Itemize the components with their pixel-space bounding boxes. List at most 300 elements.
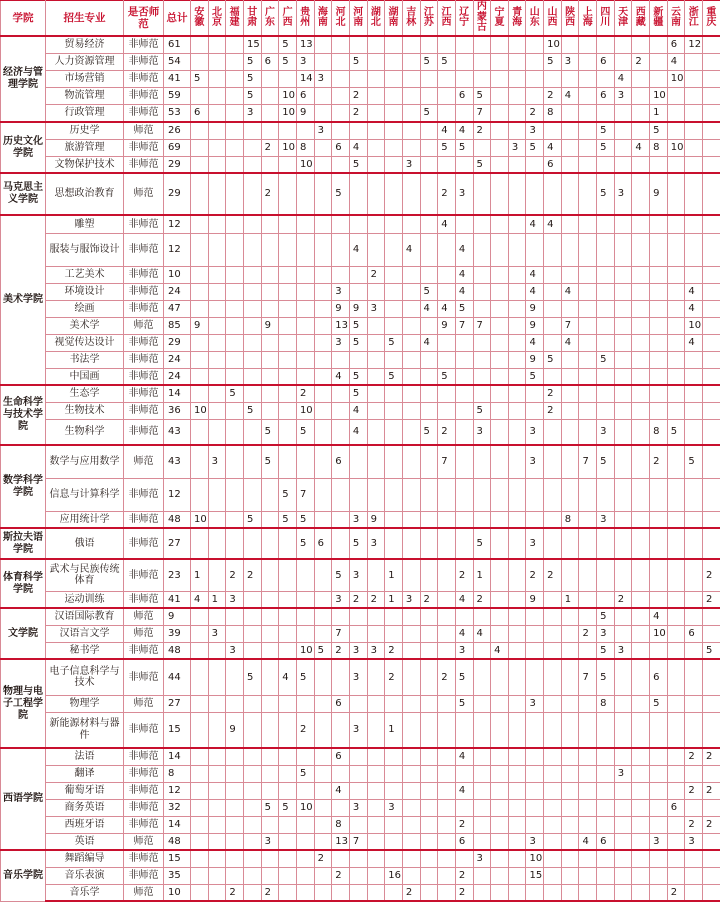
quota-cell: 3 <box>526 445 544 478</box>
quota-cell <box>243 850 261 867</box>
quota-cell <box>332 385 350 402</box>
quota-cell <box>420 850 438 867</box>
quota-cell <box>632 867 650 884</box>
quota-cell <box>703 266 720 283</box>
quota-cell <box>367 625 385 642</box>
quota-cell <box>208 156 226 173</box>
quota-cell <box>279 266 297 283</box>
quota-cell <box>614 748 632 765</box>
quota-cell: 3 <box>349 712 367 748</box>
quota-cell <box>579 87 597 104</box>
quota-cell: 5 <box>473 156 491 173</box>
quota-cell <box>561 36 579 53</box>
quota-cell <box>349 884 367 901</box>
quota-cell <box>261 104 279 122</box>
quota-cell <box>420 748 438 765</box>
quota-cell: 4 <box>561 334 579 351</box>
quota-cell <box>191 36 209 53</box>
quota-cell <box>561 833 579 850</box>
quota-cell <box>279 402 297 419</box>
table-header <box>1 1 720 37</box>
quota-cell <box>579 748 597 765</box>
quota-cell <box>561 867 579 884</box>
quota-cell <box>367 70 385 87</box>
quota-cell <box>191 659 209 695</box>
quota-cell <box>296 782 314 799</box>
quota-cell <box>650 559 668 591</box>
quota-cell <box>526 659 544 695</box>
quota-cell: 4 <box>349 419 367 445</box>
quota-cell <box>332 233 350 266</box>
normal-type: 非师范 <box>124 139 164 156</box>
quota-cell <box>632 300 650 317</box>
quota-cell: 3 <box>614 87 632 104</box>
quota-cell <box>544 608 562 625</box>
quota-cell: 5 <box>597 351 615 368</box>
quota-cell <box>349 351 367 368</box>
quota-cell <box>279 608 297 625</box>
quota-cell: 5 <box>332 559 350 591</box>
header-total: 总计 <box>164 1 191 37</box>
college-name: 文学院 <box>1 608 46 659</box>
major-name: 生态学 <box>46 385 124 402</box>
quota-cell <box>420 122 438 139</box>
quota-cell <box>579 317 597 334</box>
quota-cell <box>473 712 491 748</box>
quota-cell <box>332 53 350 70</box>
quota-cell <box>191 368 209 385</box>
quota-cell: 10 <box>191 402 209 419</box>
quota-cell <box>261 659 279 695</box>
quota-cell: 4 <box>561 87 579 104</box>
quota-cell <box>526 36 544 53</box>
quota-cell <box>191 867 209 884</box>
normal-type: 非师范 <box>124 799 164 816</box>
quota-cell <box>314 419 332 445</box>
quota-cell <box>208 122 226 139</box>
quota-cell <box>385 300 403 317</box>
quota-cell <box>279 816 297 833</box>
quota-cell <box>685 368 703 385</box>
quota-cell <box>491 695 509 712</box>
quota-cell: 2 <box>703 559 720 591</box>
major-name: 服装与服饰设计 <box>46 233 124 266</box>
quota-cell <box>650 511 668 528</box>
quota-cell <box>632 884 650 901</box>
quota-cell <box>296 368 314 385</box>
quota-cell <box>632 419 650 445</box>
total-count: 10 <box>164 884 191 901</box>
normal-type: 非师范 <box>124 351 164 368</box>
quota-cell: 2 <box>455 559 473 591</box>
quota-cell: 5 <box>243 511 261 528</box>
quota-cell: 6 <box>314 528 332 559</box>
quota-cell <box>685 139 703 156</box>
quota-cell <box>579 402 597 419</box>
total-count: 14 <box>164 385 191 402</box>
normal-type: 师范 <box>124 625 164 642</box>
quota-cell <box>703 139 720 156</box>
quota-cell: 3 <box>332 334 350 351</box>
quota-cell: 5 <box>420 419 438 445</box>
quota-cell <box>544 799 562 816</box>
quota-cell: 3 <box>526 833 544 850</box>
quota-cell: 4 <box>438 300 456 317</box>
quota-cell: 2 <box>261 139 279 156</box>
quota-cell: 4 <box>667 53 685 70</box>
quota-cell <box>438 266 456 283</box>
quota-cell <box>455 608 473 625</box>
quota-cell <box>597 233 615 266</box>
quota-cell: 8 <box>544 104 562 122</box>
quota-cell: 6 <box>597 87 615 104</box>
quota-cell: 3 <box>526 528 544 559</box>
quota-cell <box>402 385 420 402</box>
quota-cell <box>473 445 491 478</box>
major-name: 新能源材料与器件 <box>46 712 124 748</box>
quota-cell <box>508 402 526 419</box>
major-name: 思想政治教育 <box>46 173 124 215</box>
quota-cell <box>314 300 332 317</box>
total-count: 43 <box>164 419 191 445</box>
quota-cell <box>491 712 509 748</box>
quota-cell: 2 <box>367 591 385 608</box>
quota-cell: 6 <box>650 659 668 695</box>
quota-cell <box>296 608 314 625</box>
quota-cell <box>420 173 438 215</box>
quota-cell <box>650 36 668 53</box>
quota-cell <box>208 36 226 53</box>
quota-cell: 5 <box>279 53 297 70</box>
total-count: 9 <box>164 608 191 625</box>
quota-cell <box>685 511 703 528</box>
quota-cell <box>402 765 420 782</box>
quota-cell: 2 <box>685 816 703 833</box>
quota-cell: 2 <box>243 559 261 591</box>
table-row <box>1 799 720 816</box>
quota-cell <box>597 156 615 173</box>
quota-cell: 4 <box>420 334 438 351</box>
quota-cell <box>632 625 650 642</box>
quota-cell <box>261 385 279 402</box>
quota-cell <box>420 528 438 559</box>
quota-cell <box>385 695 403 712</box>
quota-cell <box>579 385 597 402</box>
quota-cell <box>332 850 350 867</box>
quota-cell <box>243 156 261 173</box>
quota-cell <box>332 712 350 748</box>
quota-cell <box>579 850 597 867</box>
quota-cell <box>420 70 438 87</box>
quota-cell <box>703 765 720 782</box>
quota-cell <box>208 659 226 695</box>
quota-cell <box>296 816 314 833</box>
normal-type: 非师范 <box>124 334 164 351</box>
quota-cell <box>367 122 385 139</box>
quota-cell: 15 <box>526 867 544 884</box>
normal-type: 师范 <box>124 122 164 139</box>
quota-cell <box>455 528 473 559</box>
quota-cell <box>561 478 579 511</box>
quota-cell <box>473 833 491 850</box>
province-header: 广东 <box>261 1 279 37</box>
quota-cell: 10 <box>650 625 668 642</box>
quota-cell <box>279 445 297 478</box>
quota-cell <box>491 156 509 173</box>
quota-cell: 2 <box>349 104 367 122</box>
quota-cell <box>544 419 562 445</box>
quota-cell <box>579 511 597 528</box>
quota-cell <box>632 816 650 833</box>
quota-cell: 3 <box>685 833 703 850</box>
quota-cell <box>332 87 350 104</box>
quota-cell <box>544 642 562 659</box>
quota-cell <box>685 642 703 659</box>
normal-type: 非师范 <box>124 782 164 799</box>
quota-cell <box>191 300 209 317</box>
quota-cell <box>367 867 385 884</box>
quota-cell: 2 <box>314 850 332 867</box>
quota-cell <box>703 70 720 87</box>
quota-cell <box>667 511 685 528</box>
quota-cell <box>685 173 703 215</box>
quota-cell: 8 <box>561 511 579 528</box>
quota-cell <box>332 156 350 173</box>
quota-cell: 5 <box>243 659 261 695</box>
quota-cell <box>261 334 279 351</box>
quota-cell <box>703 528 720 559</box>
quota-cell: 3 <box>349 642 367 659</box>
total-count: 39 <box>164 625 191 642</box>
quota-cell <box>685 87 703 104</box>
quota-cell <box>597 765 615 782</box>
quota-cell <box>438 351 456 368</box>
quota-cell <box>473 300 491 317</box>
quota-cell <box>491 351 509 368</box>
quota-cell <box>632 478 650 511</box>
quota-cell <box>191 87 209 104</box>
quota-cell <box>685 122 703 139</box>
quota-cell <box>597 816 615 833</box>
quota-cell: 5 <box>544 53 562 70</box>
quota-cell <box>226 122 244 139</box>
quota-cell: 4 <box>332 782 350 799</box>
quota-cell <box>367 104 385 122</box>
quota-cell <box>508 765 526 782</box>
quota-cell: 7 <box>438 445 456 478</box>
quota-cell <box>385 528 403 559</box>
quota-cell <box>473 334 491 351</box>
quota-cell <box>261 850 279 867</box>
quota-cell <box>226 816 244 833</box>
quota-cell <box>438 70 456 87</box>
quota-cell <box>632 528 650 559</box>
normal-type: 师范 <box>124 445 164 478</box>
table-row <box>1 385 720 402</box>
quota-cell <box>385 419 403 445</box>
quota-cell <box>349 478 367 511</box>
quota-cell <box>491 385 509 402</box>
normal-type: 非师范 <box>124 850 164 867</box>
quota-cell: 2 <box>438 659 456 695</box>
quota-cell <box>385 608 403 625</box>
quota-cell <box>279 867 297 884</box>
total-count: 12 <box>164 215 191 233</box>
quota-cell <box>191 625 209 642</box>
normal-type: 非师范 <box>124 36 164 53</box>
quota-cell <box>438 283 456 300</box>
quota-cell <box>632 850 650 867</box>
quota-cell <box>685 53 703 70</box>
total-count: 15 <box>164 850 191 867</box>
major-name: 工艺美术 <box>46 266 124 283</box>
quota-cell: 5 <box>243 70 261 87</box>
quota-cell: 6 <box>667 799 685 816</box>
quota-cell <box>614 782 632 799</box>
quota-cell: 5 <box>385 368 403 385</box>
quota-cell: 5 <box>438 139 456 156</box>
quota-cell: 3 <box>614 173 632 215</box>
quota-cell <box>191 173 209 215</box>
quota-cell <box>473 748 491 765</box>
quota-cell <box>614 351 632 368</box>
quota-cell <box>614 816 632 833</box>
quota-cell <box>667 402 685 419</box>
quota-cell <box>508 53 526 70</box>
quota-cell <box>632 765 650 782</box>
quota-cell <box>402 867 420 884</box>
quota-cell <box>597 850 615 867</box>
quota-cell: 3 <box>349 659 367 695</box>
quota-cell <box>579 712 597 748</box>
quota-cell: 5 <box>261 799 279 816</box>
total-count: 26 <box>164 122 191 139</box>
quota-cell <box>491 528 509 559</box>
quota-cell: 5 <box>650 122 668 139</box>
quota-cell <box>667 748 685 765</box>
quota-cell <box>455 511 473 528</box>
quota-cell <box>332 659 350 695</box>
quota-cell <box>191 156 209 173</box>
major-name: 音乐表演 <box>46 867 124 884</box>
quota-cell <box>491 748 509 765</box>
quota-cell <box>597 317 615 334</box>
quota-cell <box>614 799 632 816</box>
quota-cell <box>226 87 244 104</box>
quota-cell <box>367 478 385 511</box>
quota-cell <box>314 511 332 528</box>
quota-cell <box>226 659 244 695</box>
quota-cell <box>685 591 703 608</box>
quota-cell: 4 <box>685 283 703 300</box>
quota-cell <box>650 816 668 833</box>
quota-cell: 4 <box>349 233 367 266</box>
quota-cell <box>579 799 597 816</box>
quota-cell <box>349 867 367 884</box>
quota-cell: 5 <box>243 53 261 70</box>
quota-cell <box>544 765 562 782</box>
quota-cell <box>314 833 332 850</box>
quota-cell <box>614 215 632 233</box>
province-header: 河北 <box>332 1 350 37</box>
quota-cell <box>402 799 420 816</box>
quota-cell: 3 <box>526 695 544 712</box>
quota-cell: 3 <box>597 511 615 528</box>
quota-cell: 3 <box>473 850 491 867</box>
quota-cell <box>279 884 297 901</box>
quota-cell <box>579 53 597 70</box>
major-name: 物流管理 <box>46 87 124 104</box>
quota-cell: 10 <box>296 642 314 659</box>
quota-cell: 4 <box>526 283 544 300</box>
quota-cell <box>544 528 562 559</box>
quota-cell <box>191 385 209 402</box>
quota-cell: 5 <box>296 511 314 528</box>
quota-cell <box>243 867 261 884</box>
quota-cell <box>191 528 209 559</box>
quota-cell <box>491 833 509 850</box>
quota-cell <box>438 884 456 901</box>
quota-cell <box>349 608 367 625</box>
quota-cell: 4 <box>614 70 632 87</box>
quota-cell <box>597 36 615 53</box>
quota-cell <box>296 300 314 317</box>
quota-cell: 2 <box>544 559 562 591</box>
quota-cell <box>402 559 420 591</box>
quota-cell: 3 <box>349 799 367 816</box>
normal-type: 非师范 <box>124 385 164 402</box>
quota-cell <box>703 445 720 478</box>
quota-cell <box>349 748 367 765</box>
quota-cell <box>420 642 438 659</box>
quota-cell <box>667 765 685 782</box>
province-header: 内蒙古 <box>473 1 491 37</box>
quota-cell: 4 <box>455 748 473 765</box>
quota-cell <box>420 215 438 233</box>
quota-cell <box>473 884 491 901</box>
quota-cell <box>420 139 438 156</box>
quota-cell <box>296 122 314 139</box>
quota-cell <box>261 816 279 833</box>
quota-cell <box>703 283 720 300</box>
table-row <box>1 87 720 104</box>
quota-cell <box>508 385 526 402</box>
quota-cell <box>455 445 473 478</box>
normal-type: 师范 <box>124 884 164 901</box>
quota-cell: 2 <box>332 867 350 884</box>
quota-cell <box>650 156 668 173</box>
quota-cell <box>208 695 226 712</box>
normal-type: 非师范 <box>124 712 164 748</box>
province-header: 宁夏 <box>491 1 509 37</box>
quota-cell <box>279 528 297 559</box>
quota-cell <box>455 385 473 402</box>
quota-cell <box>667 782 685 799</box>
quota-cell: 2 <box>385 659 403 695</box>
quota-cell <box>314 695 332 712</box>
quota-cell <box>367 156 385 173</box>
quota-cell <box>314 215 332 233</box>
quota-cell: 5 <box>243 87 261 104</box>
quota-cell <box>208 283 226 300</box>
quota-cell <box>508 608 526 625</box>
quota-cell <box>243 799 261 816</box>
quota-cell: 5 <box>349 385 367 402</box>
quota-cell <box>314 266 332 283</box>
quota-cell: 4 <box>455 591 473 608</box>
quota-cell <box>491 300 509 317</box>
table-row <box>1 368 720 385</box>
